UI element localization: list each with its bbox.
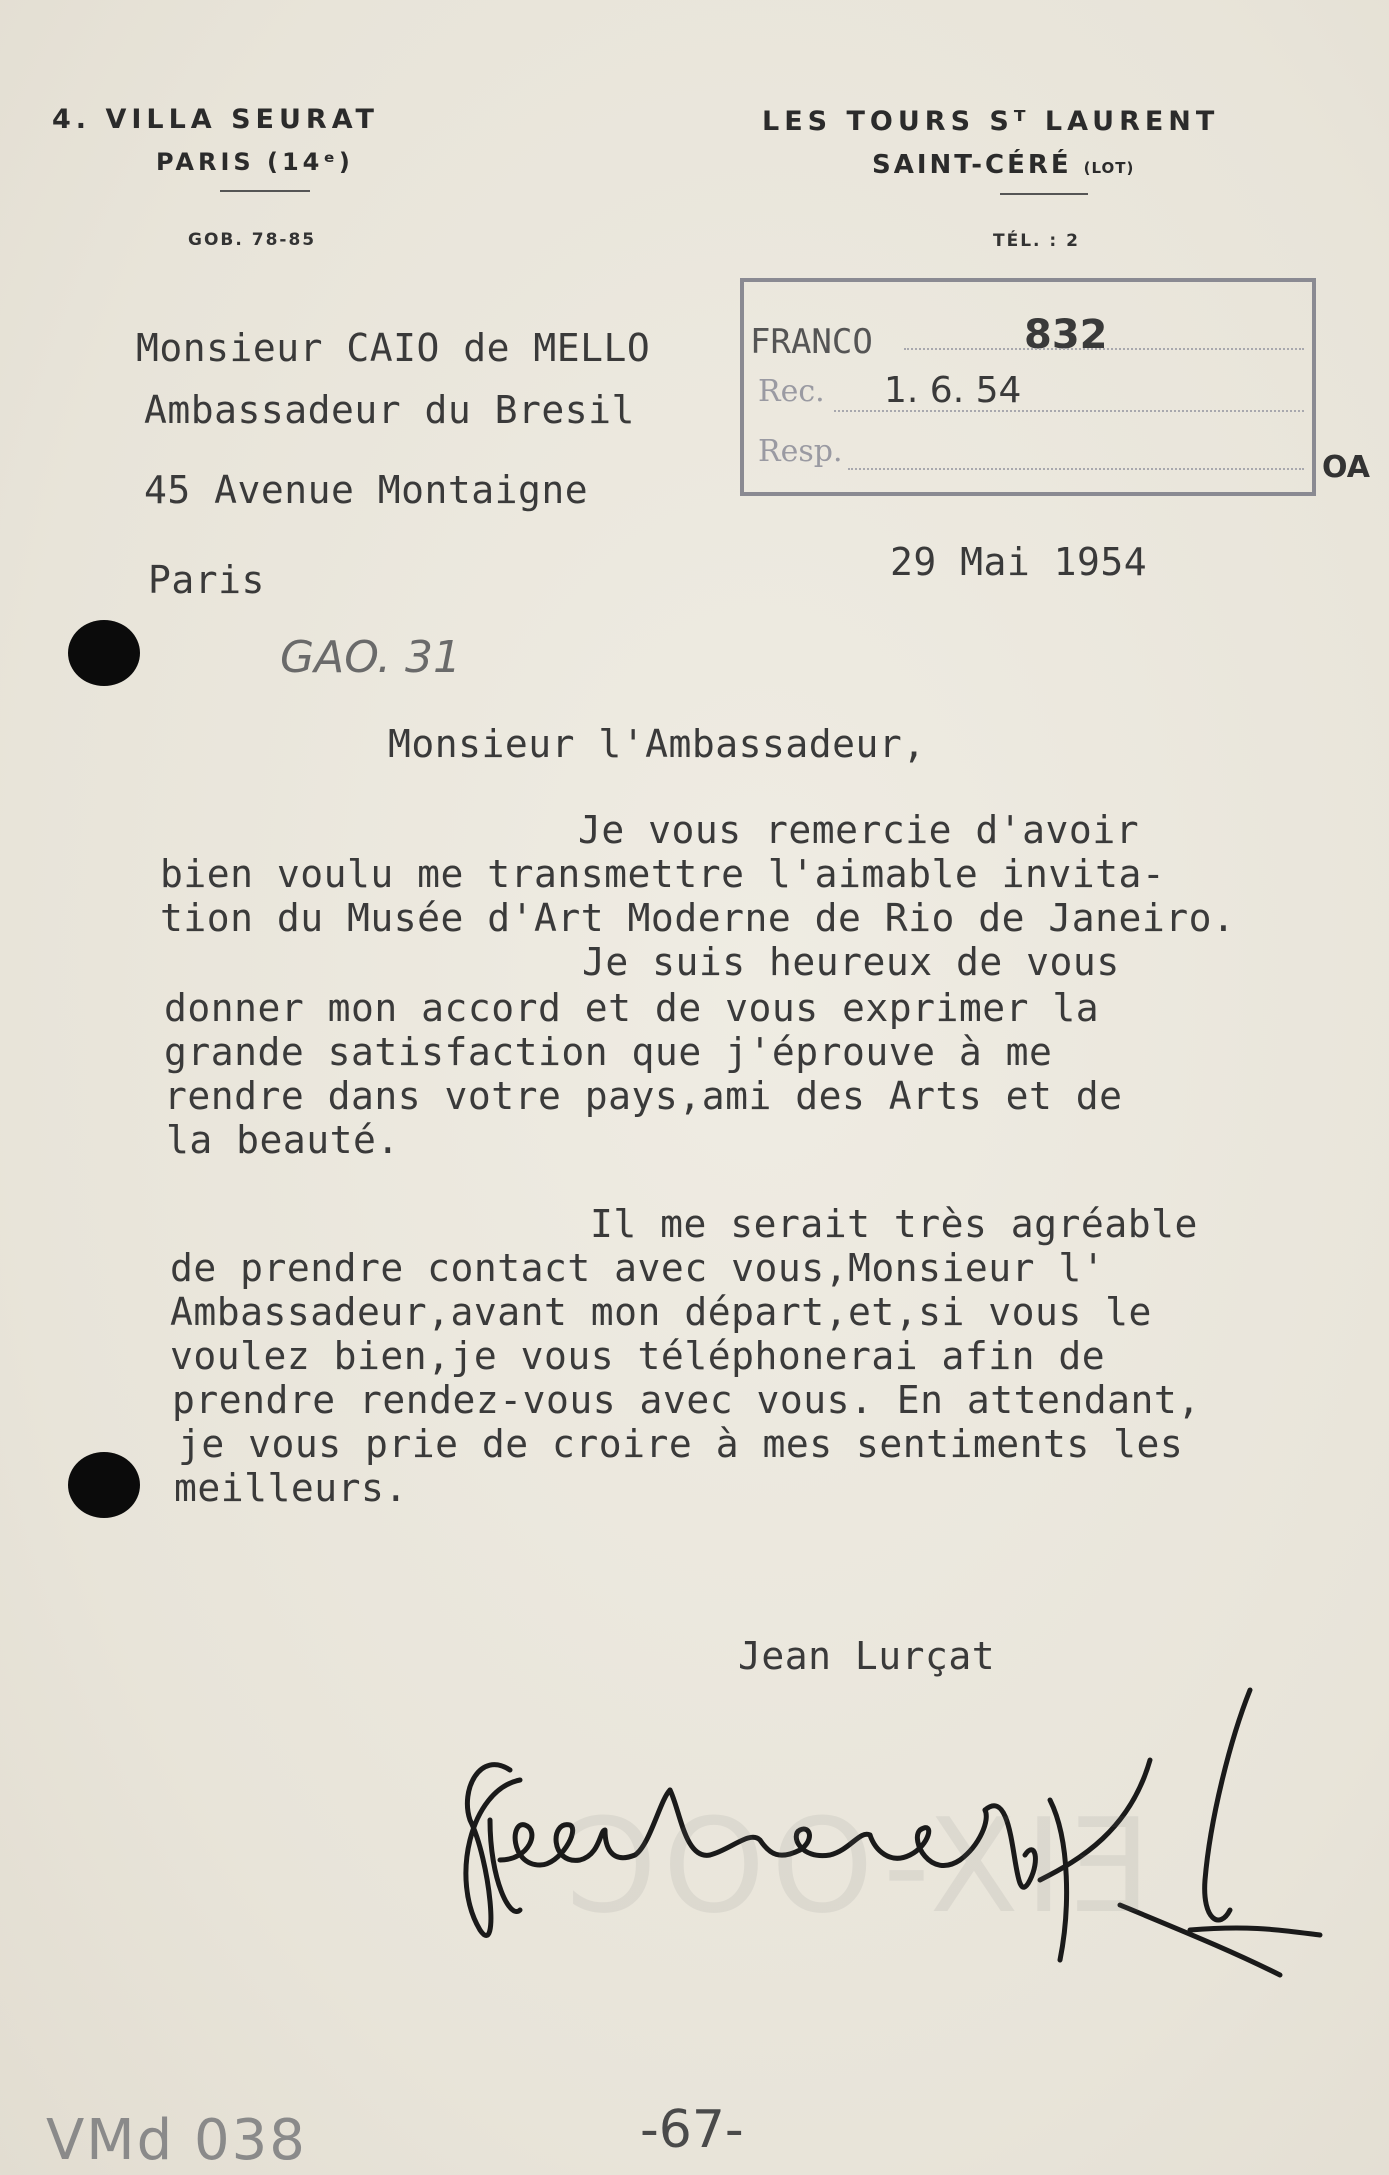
stamp-received-label: Rec. — [758, 374, 825, 409]
file-reference: GAO. 31 — [280, 632, 462, 683]
letterhead-right-city-suffix: (LOT) — [1083, 159, 1135, 177]
reverse-show-through: EIX-OOC — [560, 1790, 1152, 1942]
body-p3-line5: prendre rendez-vous avec vous. En attendant, — [172, 1378, 1201, 1422]
body-p3-line6: je vous prie de croire à mes sentiments les — [178, 1422, 1184, 1466]
letter-date: 29 Mai 1954 — [890, 540, 1148, 584]
letterhead-right-city — [872, 150, 1134, 180]
body-p2-line2: donner mon accord et de vous exprimer la — [164, 986, 1100, 1030]
stamp-franco-label: FRANCO — [750, 322, 873, 362]
letterhead-right-address: LES TOURS Sᵀ LAURENT — [762, 106, 1220, 137]
letterhead-right-phone: TÉL. : 2 — [993, 231, 1080, 251]
letterhead-right-city-name: SAINT-CÉRÉ — [872, 150, 1072, 180]
body-p3-line1: Il me serait très agréable — [590, 1202, 1198, 1246]
letterhead-left-phone: GOB. 78-85 — [188, 230, 317, 250]
body-p2-line5: la beauté. — [166, 1118, 400, 1162]
letterhead-left-rule — [220, 190, 310, 192]
body-p2-line1: Je suis heureux de vous — [582, 940, 1120, 984]
body-p3-line2: de prendre contact avec vous,Monsieur l' — [170, 1246, 1106, 1290]
recipient-city: Paris — [148, 558, 265, 602]
stamp-response-label: Resp. — [758, 434, 843, 469]
body-p3-line4: voulez bien,je vous téléphonerai afin de — [170, 1334, 1106, 1378]
punch-hole-bottom — [68, 1452, 140, 1518]
body-p1-line2: bien voulu me transmettre l'aimable invita- — [160, 852, 1166, 896]
signature-typed-name: Jean Lurçat — [738, 1634, 996, 1678]
stamp-received-date: 1. 6. 54 — [884, 370, 1022, 411]
body-p2-line4: rendre dans votre pays,ami des Arts et de — [164, 1074, 1123, 1118]
salutation: Monsieur l'Ambassadeur, — [388, 722, 926, 766]
stamp-line-2 — [834, 410, 1304, 412]
stamp-line-3 — [848, 468, 1304, 470]
letterhead-right-rule — [1000, 193, 1088, 195]
body-p1-line1: Je vous remercie d'avoir — [578, 808, 1140, 852]
stamp-side-note: OA — [1322, 450, 1370, 485]
recipient-name: Monsieur CAIO de MELLO — [136, 326, 651, 370]
letterhead-left-city: PARIS (14ᵉ) — [156, 148, 354, 176]
reception-stamp — [740, 278, 1316, 496]
archive-reference: VMd 038 — [46, 2108, 307, 2173]
letterhead-left-address: 4. VILLA SEURAT — [52, 104, 379, 135]
body-p2-line3: grande satisfaction que j'éprouve à me — [164, 1030, 1053, 1074]
stamp-line-1 — [904, 348, 1304, 350]
body-p3-line7: meilleurs. — [174, 1466, 408, 1510]
page-number: -67- — [640, 2100, 744, 2160]
recipient-title: Ambassadeur du Bresil — [144, 388, 635, 432]
body-p3-line3: Ambassadeur,avant mon départ,et,si vous le — [170, 1290, 1152, 1334]
punch-hole-top — [68, 620, 140, 686]
stamp-franco-number: 832 — [1024, 312, 1108, 358]
recipient-street: 45 Avenue Montaigne — [144, 468, 589, 512]
body-p1-line3: tion du Musée d'Art Moderne de Rio de Janeiro. — [160, 896, 1236, 940]
